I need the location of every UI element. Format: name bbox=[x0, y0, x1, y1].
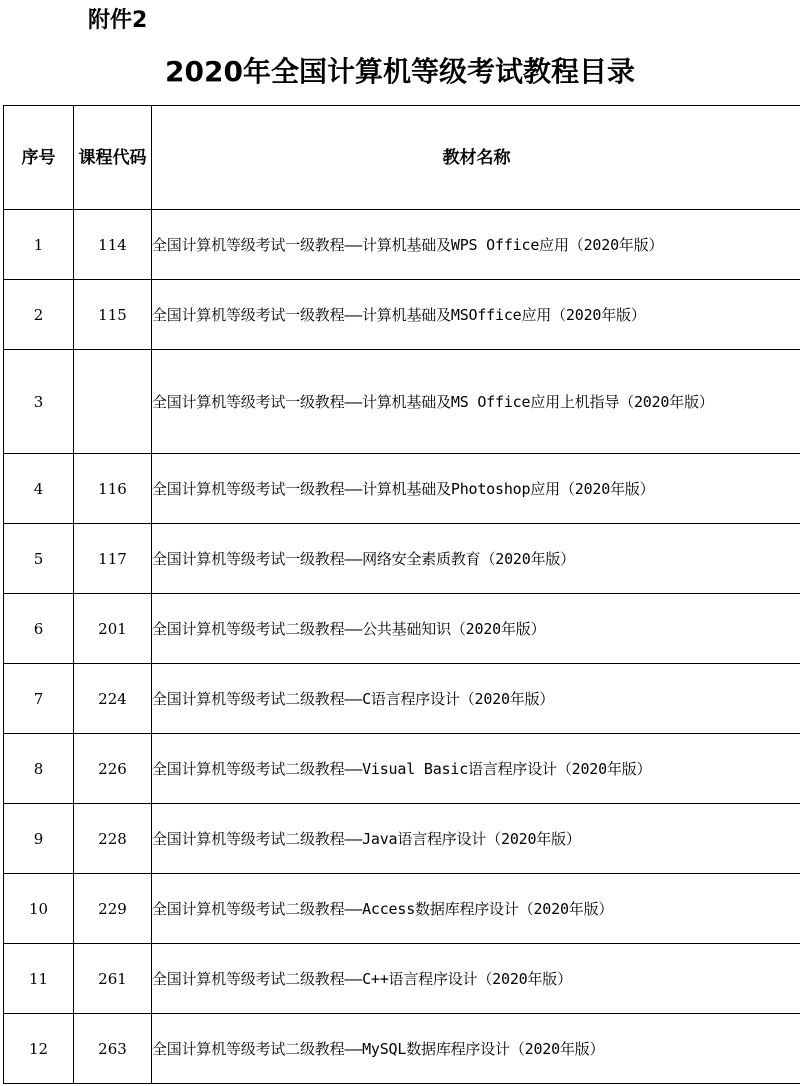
row-textbook-name: 全国计算机等级考试一级教程——计算机基础及Photoshop应用（2020年版） bbox=[152, 454, 800, 524]
textbook-catalog-table bbox=[3, 105, 800, 1084]
table-row bbox=[4, 1014, 800, 1084]
row-textbook-name: 全国计算机等级考试二级教程——Visual Basic语言程序设计（2020年版） bbox=[152, 734, 800, 804]
row-serial-number: 6 bbox=[4, 594, 74, 664]
row-course-code: 115 bbox=[74, 280, 152, 350]
table-row bbox=[4, 524, 800, 594]
row-textbook-name: 全国计算机等级考试一级教程——计算机基础及MS Office应用上机指导（2020年版） bbox=[152, 350, 800, 454]
row-course-code: 228 bbox=[74, 804, 152, 874]
row-textbook-name: 全国计算机等级考试二级教程——Java语言程序设计（2020年版） bbox=[152, 804, 800, 874]
row-serial-number: 10 bbox=[4, 874, 74, 944]
row-serial-number: 5 bbox=[4, 524, 74, 594]
row-serial-number: 8 bbox=[4, 734, 74, 804]
row-course-code: 226 bbox=[74, 734, 152, 804]
attachment-label: 附件2 bbox=[88, 8, 148, 33]
row-serial-number: 3 bbox=[4, 350, 74, 454]
table-row bbox=[4, 944, 800, 1014]
row-course-code: 261 bbox=[74, 944, 152, 1014]
row-course-code: 201 bbox=[74, 594, 152, 664]
table-row bbox=[4, 874, 800, 944]
table-row bbox=[4, 804, 800, 874]
row-textbook-name: 全国计算机等级考试二级教程——C++语言程序设计（2020年版） bbox=[152, 944, 800, 1014]
table-row bbox=[4, 594, 800, 664]
row-textbook-name: 全国计算机等级考试一级教程——计算机基础及WPS Office应用（2020年版） bbox=[152, 210, 800, 280]
row-textbook-name: 全国计算机等级考试二级教程——公共基础知识（2020年版） bbox=[152, 594, 800, 664]
row-textbook-name: 全国计算机等级考试一级教程——网络安全素质教育（2020年版） bbox=[152, 524, 800, 594]
row-textbook-name: 全国计算机等级考试二级教程——Access数据库程序设计（2020年版） bbox=[152, 874, 800, 944]
row-serial-number: 2 bbox=[4, 280, 74, 350]
table-row bbox=[4, 734, 800, 804]
row-serial-number: 7 bbox=[4, 664, 74, 734]
row-course-code: 229 bbox=[74, 874, 152, 944]
row-course-code bbox=[74, 350, 152, 454]
row-course-code: 263 bbox=[74, 1014, 152, 1084]
table-row bbox=[4, 210, 800, 280]
table-row bbox=[4, 280, 800, 350]
row-textbook-name: 全国计算机等级考试一级教程——计算机基础及MSOffice应用（2020年版） bbox=[152, 280, 800, 350]
row-course-code: 116 bbox=[74, 454, 152, 524]
row-course-code: 114 bbox=[74, 210, 152, 280]
table-row bbox=[4, 454, 800, 524]
header-serial-number: 序号 bbox=[4, 106, 74, 210]
table-row bbox=[4, 350, 800, 454]
row-serial-number: 9 bbox=[4, 804, 74, 874]
document-title: 2020年全国计算机等级考试教程目录 bbox=[165, 55, 635, 88]
row-course-code: 117 bbox=[74, 524, 152, 594]
row-serial-number: 12 bbox=[4, 1014, 74, 1084]
header-textbook-name: 教材名称 bbox=[152, 106, 800, 210]
row-serial-number: 4 bbox=[4, 454, 74, 524]
row-textbook-name: 全国计算机等级考试二级教程——C语言程序设计（2020年版） bbox=[152, 664, 800, 734]
row-course-code: 224 bbox=[74, 664, 152, 734]
header-course-code: 课程代码 bbox=[74, 106, 152, 210]
table-row bbox=[4, 664, 800, 734]
row-serial-number: 1 bbox=[4, 210, 74, 280]
row-textbook-name: 全国计算机等级考试二级教程——MySQL数据库程序设计（2020年版） bbox=[152, 1014, 800, 1084]
row-serial-number: 11 bbox=[4, 944, 74, 1014]
table-header-row bbox=[4, 106, 800, 210]
